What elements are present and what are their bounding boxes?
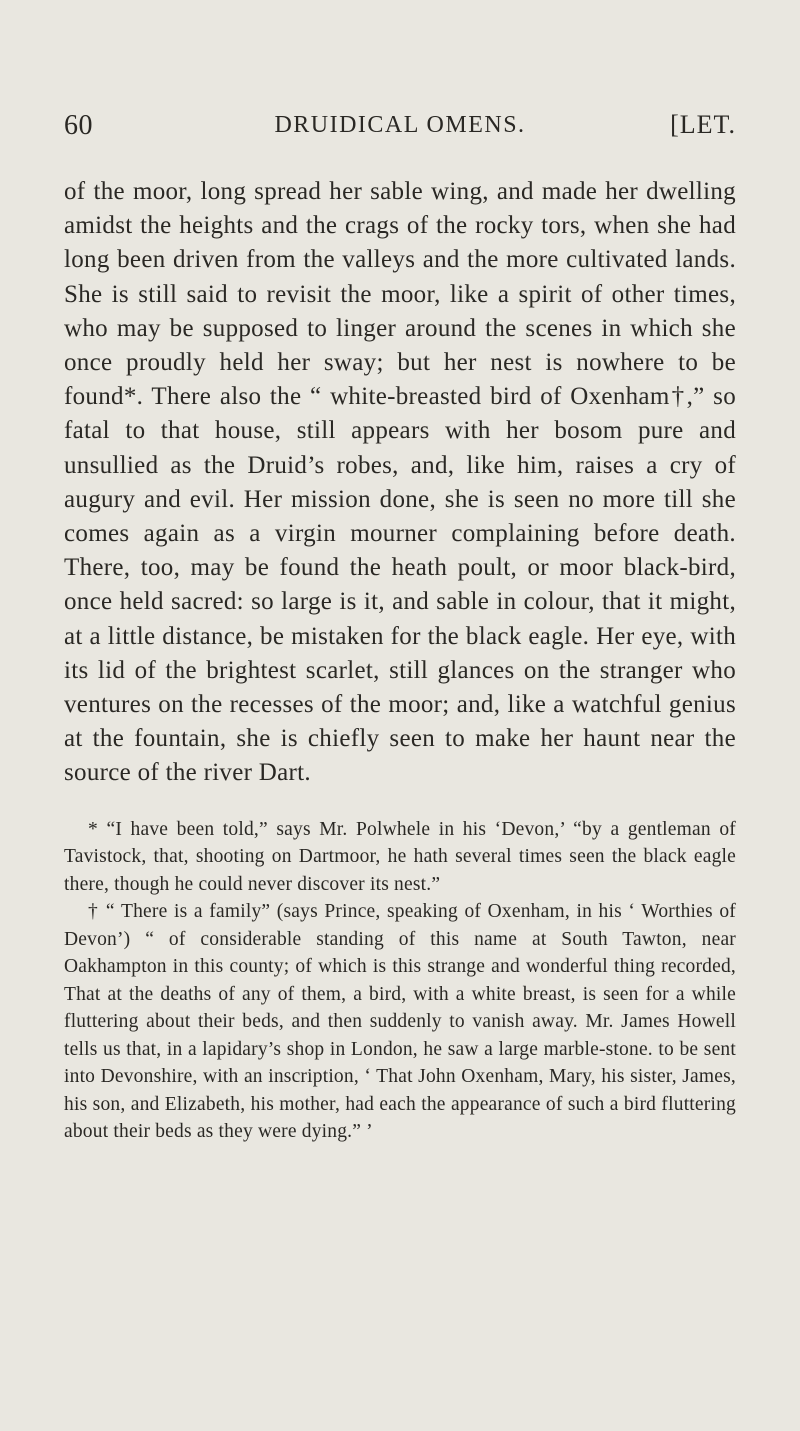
footnote-oxenham: † “ There is a family” (says Prince, speaking of Oxenham, in his ‘ Worthies of Devon’) “ of considerable standing of this name at South Tawton, near Oakhampton in this county; of which is this strange and wonderful thing recorded, That at the deaths of any of them, a bird, with a white breast, is seen for a while fluttering about their beds, and then suddenly to vanish away. Mr. James Howell tells us that, in a lapidary’s shop in London, he saw a large marble-stone. to be sent into Devonshire, with an inscription, ‘ That John Oxenham, Mary, his sister, James, his son, and Elizabeth, his mother, had each the appearance of such a bird fluttering about their beds as they were dying.” ’ (64, 901, 736, 1143)
footnote-eagle: * “I have been told,” says Mr. Polwhele in his ‘Devon,’ “by a gentleman of Tavistock, that, shooting on Dartmoor, he hath several times seen the black eagle there, though he could never discover its nest.” (64, 818, 736, 895)
body-paragraph: of the moor, long spread her sable wing, and made her dwelling amidst the heights and the crags of the rocky tors, when she had long been driven from the valleys and the more cultivated lands. She is still said to revisit the moor, like a spirit of other times, who may be supposed to linger around the scenes in which she once proudly held her sway; but her nest is nowhere to be found*. There also the “ white-breasted bird of Oxenham†,” so fatal to that house, still appears with her bosom pure and unsullied as the Druid’s robes, and, like him, raises a cry of augury and evil. Her mission done, she is seen no more till she comes again as a virgin mourner complaining before death. There, too, may be found the heath poult, or moor black-bird, once held sacred: so large is it, and sable in colour, that it might, at a little distance, be mistaken for the black eagle. Her eye, with its lid of the brightest scarlet, still glances on the stranger who ventures on the recesses of the moor; and, like a watchful genius at the fountain, she is chiefly seen to make her haunt near the source of the river Dart. (64, 178, 736, 787)
running-head (64, 110, 736, 150)
book-page (64, 110, 736, 1146)
running-title: DRUIDICAL OMENS. (274, 112, 526, 138)
page-number: 60 (64, 110, 93, 141)
running-section: [LET. (670, 110, 736, 139)
footnotes (64, 816, 736, 1146)
